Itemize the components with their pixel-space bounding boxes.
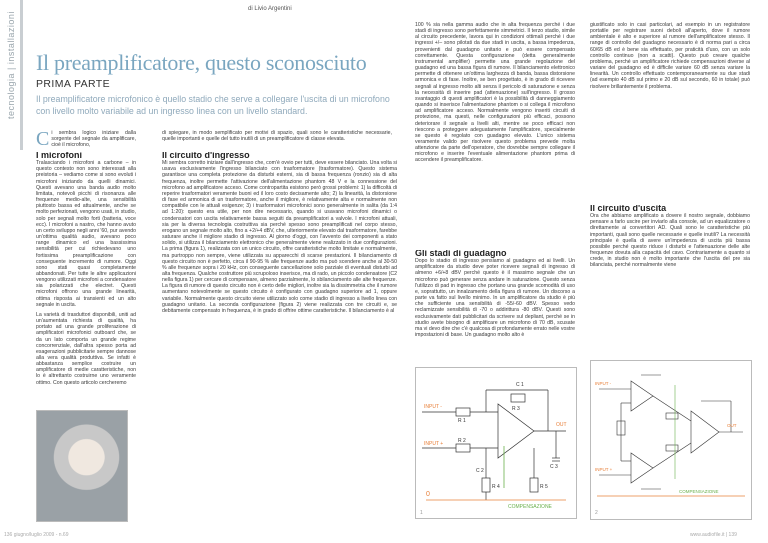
column-3-guadagno xyxy=(415,250,575,362)
article-title: Il preamplificatore, questo sconosciuto xyxy=(36,50,367,75)
fig1-comp: COMPENSAZIONE xyxy=(508,504,552,510)
intro-text-2: di spiegare, in modo semplificato per motivi di spazio, quali sono le caratteristiche necessarie, quelle importanti e quelle del tutto inutili di un preamplificatore di classe elevata. xyxy=(162,130,392,143)
footer-left: 136 giugno/luglio 2009 - n.69 xyxy=(4,532,69,538)
figure-1-circuit xyxy=(415,367,577,519)
intro-col1 xyxy=(36,130,136,148)
author-photo xyxy=(36,410,128,522)
paragraph-guadagno-1: Dopo lo stadio di ingresso pensiamo al guadagno ed ai livelli. Un amplificatore da studio deve poter ricevere segnali di ingresso di almeno +6/+8 dBV perché questo è il massimo segnale che un microfono può generare senza andare in saturazione. Questo senza l'utilizzo di pad in ingresso che portano una grande scomodità di uso e, soprattutto, un innalzamento della figura di rumore. Un discorso a parte va fatto sul livello minimo. In un amplificatore da studio è più che sufficiente una sensibilità di -55/-60 dBV. Spesso vedo reclamizzate sensibilità di -70 o addirittura -80 dBV. Questi sono esclusivamente dati pubblicitari da scrivere sul depliant, perché se in studio avete bisogno di amplificare un microfono di 70 dB, scusate ma vi devo dire che c'è qualcosa di profondamente errato nelle vostre impostazioni di base. Un guadagno molto alto è xyxy=(415,258,575,339)
fig1-r4: R 4 xyxy=(492,484,500,490)
section-tag-label: tecnologia | installazioni xyxy=(6,11,16,119)
fig1-r5: R 5 xyxy=(540,484,548,490)
fig2-out: OUT xyxy=(727,423,737,428)
article-lead: Il preamplificatore microfonico è quello stadio che serve a collegare l'uscita di un microfono con livello molto variabile ad un ingresso linea con un livello standard. xyxy=(36,94,390,116)
paragraph-ingresso-1: Mi sembra corretto iniziare dall'ingresso che, com'è ovvio per tutti, deve essere bilanciato. Una volta si usava esclusivamente l'ingresso bilanciato con trasformatore (trasformatore). Questo sistema garantisce una completa protezione da disturbi esterni, sia di bassa frequenza (ronzio) sia di alta frequenza, inoltre permette l'attivazione dell'alimentazione phantom 48 V e la connessione del microfono ad amplificatore acceso. Come contropartita esistono però grossi problemi: 1) la difficoltà di reperire trasformatori veramente buoni ed il loro costo decisamente alto; 2) la linearità, la distorsione di fase ed armonica di un trasformatore, anche il migliore, è relativamente alta e normalmente non compatibile con le attuali esigenze; 3) i trasformatori microfonici sono generalmente in salita (da 1:4 ad 1:20): questo era utile, per non dire necessario, quando si usavano microfoni dinamici o condensatori con uscita relativamente bassa seguiti da preamplificatori a valvole. I microfoni attuali, sia per la diversa tecnologia costruttiva sia perché spesso sono preamplificati nel corpo stesso, erogano un segnale molto alto, fino a +2/+4 dBV, che, ulteriormente elevato dal trasformatore, farebbe saturare anche il migliore stadio di ingresso. Al giorno d'oggi, con l'avvento dei componenti a stato solido, si utilizza il bilanciamento elettronico che generalmente viene realizzato in due configurazioni. La prima (figura 1), realizzata con un unico circuito, offre caratteristiche molto limitate e normalmente, ma purtroppo non sempre, viene utilizzata su apparecchi di scarse prestazioni. Il bilanciamento di questo circuito non è perfetto, circa il 90-95 % alle frequenze audio ma può scendere anche al 30-50 % alle frequenze sopra i 20 kHz, con conseguente cancellazione solo parziale di eventuali disturbi ad alta frequenza. Qualche costruttore più scrupoloso inserisce, ma di rado, un piccolo condensatore (C2 nella figura 1) per cercare di compensare, almeno parzialmente, lo sbilanciamento alle alte frequenze. La figura di rumore di questo circuito non è certo delle migliori, inoltre sia la dissimmetria che il rumore aumentano notevolmente se questo circuito è configurato con guadagno superiore ad 1, oppure variabile. Normalmente questo circuito viene utilizzato solo come stadio di ingresso a livello linea con guadagno unitario. La seconda configurazione (figura 2) viene realizzata con tre circuiti e, se debitamente compensato in frequenza, è in grado di offrire ottime caratteristiche. Il bilanciamento è al xyxy=(162,160,397,314)
fig1-input-minus: INPUT - xyxy=(424,404,442,410)
fig1-c3: C 3 xyxy=(550,464,558,470)
side-bar-decoration xyxy=(20,0,23,150)
fig1-c1: C 1 xyxy=(516,382,524,388)
article-subtitle: PRIMA PARTE xyxy=(36,78,111,90)
column-3-top xyxy=(415,22,575,242)
footer-right: www.audiofile.it | 139 xyxy=(690,532,737,538)
paragraph-microfoni-1: Tralasciando i microfoni a carbone – in questo contesto non sono interessati alla preistoria – vediamo come si sono evoluti i microfoni iniziando da quelli dinamici. Questi avevano una banda audio molto limitata, notevoli picchi di risonanza alle frequenze medio-alte, una sensibilità piuttosto bassa ed attualmente, anche se molto perfezionati, vengono usati, in studio, solo per segnali molto forti (batteria, voce ecc). I microfoni a nastro, che hanno avuto un certo sviluppo negli anni '60, pur avendo un'ottima qualità audio, avevano poco range dinamico ed una bassissima sensibilità per cui richiedevano uno fortissima preamplificazione con conseguente incremento di rumore. Oggi sono stati quasi completamente abbandonati. Per tutte le altre applicazioni vengono utilizzati microfoni a condensatore sia polarizzati che electret. Questi microfoni offrono una grande linearità, ottima risposta ai transienti ed un alto segnale in uscita. xyxy=(36,160,136,308)
paragraph-col4-top: giustificato solo in casi particolari, ad esempio in un registratore portatile per registrare suoni deboli all'aperto, dove il rumore ambientale è alto e superiore al rumore dell'amplificatore stesso. Il range di controllo del guadagno necessario è di norma pari a circa 60/65 dB ed è bene sia effettuato, per praticità d'uso, con un solo controllo continuo (non a scatti). Questo può creare qualche problema, perché un amplificatore richiede compensazioni diverse al variare del guadagno ed è difficile variare 60 dB senza variare la linearità. Un controllo effettuato contemporaneamente su due stadi (ad esempio 40 dB sul primo e 20 dB sul secondo, 60 in totale) può risolvere brillantemente il problema. xyxy=(590,22,750,90)
fig1-r3: R 3 xyxy=(512,406,520,412)
dropcap: C xyxy=(36,128,50,150)
fig1-r2: R 2 xyxy=(458,438,466,444)
figure-1-schematic xyxy=(416,368,576,518)
intro-col2 xyxy=(162,130,392,142)
column-4-uscita xyxy=(590,205,750,355)
column-4-top xyxy=(590,22,750,197)
figure-2-circuit xyxy=(590,360,752,520)
section-tag xyxy=(2,4,18,134)
heading-ingresso: Il circuito d'ingresso xyxy=(162,152,250,160)
fig2-comp: COMPENSAZIONE xyxy=(679,489,719,494)
fig1-c2: C 2 xyxy=(476,468,484,474)
fig1-number: 1 xyxy=(420,510,423,516)
paragraph-uscita-1: Ora che abbiamo amplificato a dovere il nostro segnale, dobbiamo pensare a farlo uscire per inviarlo alla console, ad un equalizzatore o direttamente ai convertitori AD. Quali sono le caratteristiche più importanti, quali sono quelle necessarie e quelle inutili? La necessità principale è quella di avere un'impedenza di uscita più bassa possibile perché questo riduce i disturbi e l'attenuazione delle alte frequenze dovuta alla capacità del cavo. Contrariamente a quanto si crede, in studio non è molto importante che l'uscita del pre sia bilanciata, perché normalmente viene xyxy=(590,213,750,269)
figure-2-schematic xyxy=(591,361,751,519)
heading-guadagno: Gli stadi di guadagno xyxy=(415,250,507,258)
fig2-input-plus: INPUT + xyxy=(595,467,613,472)
fig1-zero: 0 xyxy=(426,491,430,498)
heading-uscita: Il circuito d'uscita xyxy=(590,205,667,213)
fig1-input-plus: INPUT + xyxy=(424,441,444,447)
heading-microfoni: I microfoni xyxy=(36,152,83,160)
fig2-number: 2 xyxy=(595,510,598,516)
paragraph-col3-top: 100 % sia nella gamma audio che in alta frequenza perché i due stadi di ingresso sono perfettamente simmetrici. Il terzo stadio, simile al circuito precedente, lavora qui in condizioni ottimali perché i due ingressi +/– sono pilotati da due stadi in uscita, a bassa impedenza, provenienti dal guadagno unitario e può essere compensato correttamente. Questa configurazione (detta generalmente instrumental amplifier) permette una grande regolazione del guadagno ed una bassa figura di rumore. Il bilanciamento elettronico permette di ottenere un'ottima larghezza di banda, bassa distorsione armonica e di fase. Inoltre, se ben progettato, è in grado di ricevere segnali al ingresso molto alti senza il pericolo di saturazione e senza la necessità di inserire pad (attenuazione) sull'ingresso. Il grosso svantaggio di questi amplificatori è la possibilità di danneggiamento quando si inserisce l'alimentazione phantom o si collega il microfono ad amplificatore acceso. Normalmente vengono inseriti circuiti di protezione, ma questi, nelle configurazioni più efficaci, possono deteriorare il segnale a livelli alti, mentre se poco efficaci non riescono a proteggere adeguatamente l'amplificatore, specialmente se questo è regolato con guadagno elevato. L'unico sistema veramente valido per risolvere questo problema prevede molta attenzione da parte dell'operatore, che dovrebbe sempre collegare il microfono e inserire l'eventuale alimentazione phantom prima di accendere il preamplificatore. xyxy=(415,22,575,164)
column-2 xyxy=(162,152,397,527)
fig2-input-minus: INPUT - xyxy=(595,381,612,386)
fig1-r1: R 1 xyxy=(458,418,466,424)
intro-text-1: i sembra logico iniziare dalla sorgente del segnale da amplificare, cioè il microfono, xyxy=(51,130,136,149)
paragraph-microfoni-2: La varietà di trasduttori disponibili, uniti ad un'aumentata richiesta di qualità, ha portato ad una grande proliferazione di amplificatori microfonici outboard che, se da un lato comporta un grande regime concorrenziale, dall'altra spesso porta ad esagerazioni pubblicitarie sempre dannose alla vera qualità produttiva. Se infatti è abbastanza semplice costruire un amplificatore di medie caratteristiche, non lo è altrettanto costruirne uno veramente ottimo. Con questo articolo cercheremo xyxy=(36,311,136,386)
fig1-out: OUT xyxy=(556,422,567,428)
byline: di Livio Argentini xyxy=(248,6,292,12)
